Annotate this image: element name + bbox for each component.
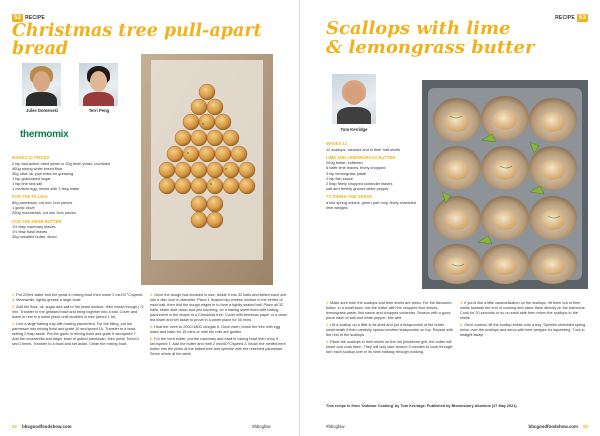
method-step: 3.Line a large baking tray with baking parchment. For the filling, put the parmesan into mixing bowl and grate 10 sec/speed 10. Transfer to a bowl, setting 2 tbsp aside. Put the garlic in mixing bowl and grate 5 sec/speed 7. Add the mozzarella and larger bowl of grated parmesan, then pulse Turbo/1 sec/1 times. Transfer to a bowl and set aside. Clean the mixing bowl. [12, 321, 140, 346]
method-step: 6.For the herb butter, put the rosemary and basil in mixing bowl then chop 5 sec/speed 7. Add the butter and melt 2 min/60°C/speed 2. Brush the melted herb butter into the joints of the baked tree and sprinkle with the reserved parmesan. Serve whole at the table. [150, 336, 286, 357]
ingredient-item: 400g strong white bread flour [12, 165, 63, 171]
chef-photo [79, 63, 118, 106]
chef-name: Jules Domenski [26, 108, 58, 113]
method-step: 5.Once cooked, lift the scallop shells onto a tray. Sprinkle shredded spring onion over the scallops and serve with lime wedges for squeezing. Tuck in straight away! [460, 322, 586, 338]
ingredient-item: salt and freshly ground white pepper [326, 186, 389, 192]
ingredient-item: 1½ tbsp basil leaves [12, 229, 48, 235]
footer-website: bbcgoodfoodshow.com [22, 424, 72, 429]
bread-tree-image [141, 54, 273, 285]
scallops-photo [422, 80, 588, 289]
bread-photo [141, 54, 273, 285]
ingredient-item: 200g butter, softened [326, 160, 363, 166]
recipe-title: Christmas tree pull-apart bread [12, 21, 262, 60]
ingredient-item: 60g parmesan, cut into 2cm pieces [12, 200, 73, 206]
ingredient-item: 3 tsp lemongrass paste [326, 170, 367, 176]
ingredients-list [326, 141, 418, 210]
method-column [12, 293, 144, 349]
ingredient-item: 30g olive oil, plus extra for greasing [12, 170, 74, 176]
method-step: 4.Once the dough has doubled in size, divide it into 32 balls and flatten each one into a disc 4cm in diameter. Place 1 heaped tsp cheese mixture in the centre of each ball, then fold the dough edges in to form a tightly sealed ball. Place all 32 balls, seam-side down and just touching, on a baking sheet lined with baking parchment in the shape of a Christmas tree. Cover with beeswax paper or a clean tea towel and set aside to prove in a warm place for 30 mins. [150, 293, 288, 323]
ingredient-item: 2 tsp fish sauce [326, 175, 354, 181]
ingredient-item: 30g unsalted butter, diced [12, 234, 57, 240]
recipe-credit: This recipe is from 'Outdoor Cooking' by Tom Kerridge. Published by Bloomsbury Absolute (27 May 2021). [326, 404, 518, 408]
recipe-title-line: & lemongrass butter [326, 36, 535, 58]
section-number: 53 [578, 15, 586, 21]
chef-name: Tom Kerridge [340, 127, 368, 132]
chef-photo [332, 74, 376, 124]
ingredient-heading: LIME AND LEMONGRASS BUTTER [326, 154, 396, 160]
ingredients-list [12, 155, 137, 240]
recipe-title [326, 20, 596, 58]
ingredient-heading: FOR THE HERB BUTTER [12, 218, 62, 224]
section-number: 52 [14, 15, 22, 21]
chef-name: Terri Peng [88, 108, 110, 113]
method-step: 4.If you'd like a little caramelisation on the scallops, lift them out of their shells towards the end of cooking and place them directly on the barbecue. Cook for 20 seconds or so on each side then return the scallops to the shells. [460, 301, 586, 321]
page-number: 53 [583, 424, 588, 429]
method-step: 1.Make sure both the scallops and their shells are clean. For the flavoured butter, in a small bowl, mix the butter with the chopped lime leaves, lemongrass paste, fish sauce and chopped coriander. Season with a good pinch each of salt and white pepper. Mix well. [326, 301, 452, 321]
ingredient-item: 12 scallops, cleaned and in their half-shells [326, 146, 401, 152]
ingredient-item: 1 tsp granulated sugar [12, 176, 51, 182]
ingredient-heading: FOR THE FILLING [12, 194, 48, 200]
brand-logo: thermomix [20, 129, 69, 140]
scallops-tray-image [422, 80, 588, 289]
footer-hashtag: #bbcgfsw [326, 424, 345, 429]
method-step: 2.Lift a scallop up a little in its shell and put a teaspoonful of the butter underneath it then carefully spread another teaspoonful on top. Repeat with the rest of the scallops. [326, 322, 453, 338]
ingredient-heading: TO FINISH AND SERVE [326, 194, 372, 200]
ingredient-item: 1 medium egg, mixed with 1 tbsp water [12, 186, 80, 192]
section-label: RECIPE [555, 15, 575, 21]
ingredient-heading: MAKES 12 [326, 141, 347, 146]
ingredient-item: 6 kaffir lime leaves, finely chopped [326, 165, 386, 171]
page-footer [12, 424, 71, 429]
page-number: 52 [12, 424, 17, 429]
method-column [460, 301, 588, 340]
method-column [150, 293, 288, 359]
footer-website: bbcgoodfoodshow.com [528, 424, 578, 429]
footer-hashtag: #bbcgfsw [252, 424, 271, 429]
recipe-title-line: Scallops with lime [326, 18, 511, 39]
ingredient-item: 1½ tbsp rosemary leaves [12, 224, 56, 230]
ingredient-item: lime wedges [326, 204, 348, 210]
method-step: 2.Add the flour, oil, sugar and salt to the yeast mixture, then knead though ( /2 min. Transfer to the greased bowl and bring together into a ball. Cover and leave to rest in a warm place until doubled in size (about 1 hr). [12, 304, 144, 319]
ingredient-item: 1 tsp fine sea salt [12, 181, 43, 187]
ingredient-heading: MAKES 32 PIECES [12, 155, 50, 160]
page-footer [529, 424, 588, 429]
ingredient-item: 200g mozzarella, cut into 2cm pieces [12, 210, 77, 216]
chef-photo [22, 63, 61, 106]
ingredient-item: 2 tbsp finely chopped coriander leaves [326, 180, 393, 186]
section-label: RECIPE [25, 15, 45, 21]
ingredient-item: 2 tsp fast-action dried yeast or 20g fresh yeast, crumbled [12, 160, 110, 166]
method-step: 1.Put 220ml water and the yeast in mixing bowl then warm 2 min/37°C/speed 1. Meanwhile, lightly grease a large bowl. [12, 293, 143, 303]
method-step: 5.Heat the oven to 200C/180C fan/gas 6. Once risen, brush the tree with egg wash and bake for 15 mins or until the rolls are golden. [150, 325, 281, 335]
method-step: 3.Place the scallops in their shells on the hot (barbecue grill; the butter will sizzle and cook them. They will only take around 3 minutes to cook through; turn each scallop over in its shell halfway through cooking. [326, 339, 454, 354]
ingredient-item: a few spring onions, green part only, finely shredded [326, 199, 416, 205]
right-page [300, 0, 600, 436]
ingredient-item: 1 garlic clove [12, 205, 35, 211]
method-column [326, 301, 454, 357]
